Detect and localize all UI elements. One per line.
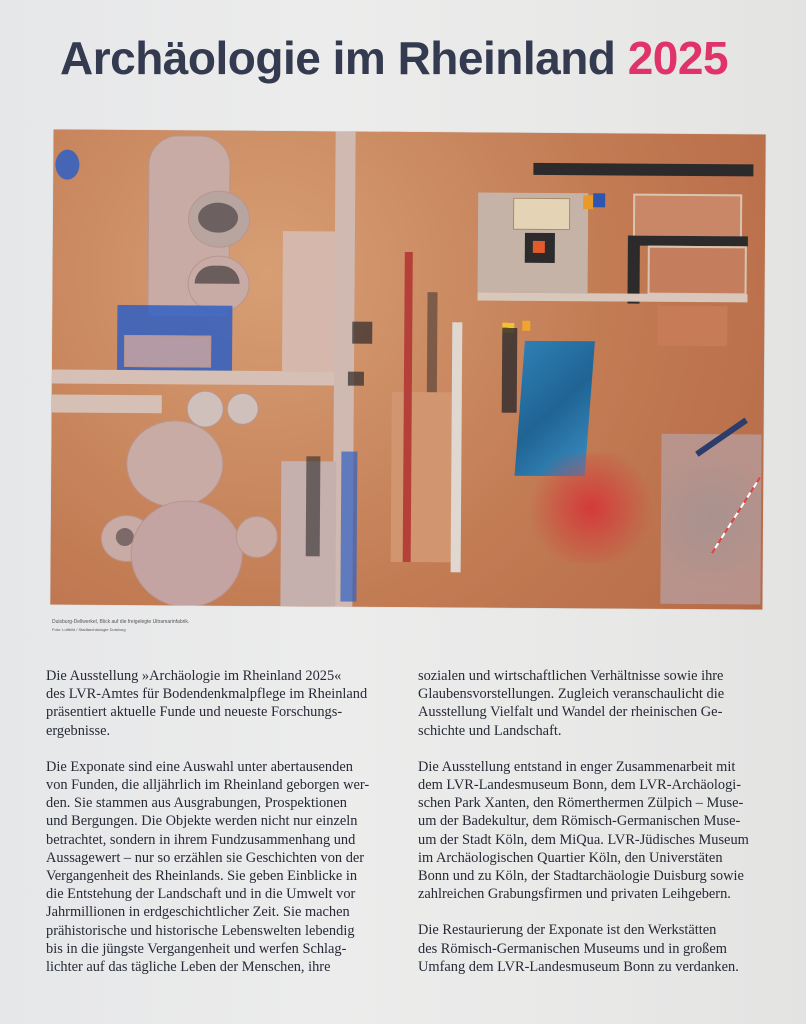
text-line: schen Park Xanten, den Römerthermen Zülpich – Muse- [418, 795, 744, 812]
text-line: Die Restaurierung der Exponate ist den Werkstätten [418, 922, 717, 939]
text-line: im Archäologischen Quartier Köln, den Universtäten [418, 849, 723, 866]
title-year: 2025 [627, 32, 729, 84]
intro-paragraph [46, 667, 406, 740]
text-line: präsentiert aktuelle Funde und neueste Forschungs- [46, 704, 343, 721]
exhibits-paragraph [46, 758, 406, 976]
text-line: betrachtet, sondern in ihrem Fundzusammenhang und [46, 831, 356, 848]
partners-paragraph [418, 758, 778, 904]
text-line: Bonn und zu Köln, der Stadtarchäologie Duisburg sowie [418, 868, 744, 885]
text-line: die Entstehung der Landschaft und in die Umwelt vor [46, 886, 356, 903]
text-line: prähistorische und historische Lebenswelten lebendig [46, 922, 355, 939]
text-line: um der Badekultur, dem Römisch-Germanischen Muse- [418, 813, 741, 830]
text-line: des LVR-Amtes für Bodendenkmalpflege im Rheinland [46, 686, 368, 703]
text-line: Ausstellung Vielfalt und Wandel der rheinischen Ge- [418, 704, 723, 721]
photo-caption [52, 619, 189, 633]
text-line: und Bergungen. Die Objekte werden nicht nur einzeln [46, 813, 358, 830]
text-line: Aussagewert – nur so erzählen sie Geschichten von der [46, 849, 365, 866]
continuation-paragraph [418, 667, 778, 740]
text-line: schichte und Landschaft. [418, 722, 562, 739]
text-line: dem LVR-Landesmuseum Bonn, dem LVR-Archäologi- [418, 777, 742, 794]
text-line: sozialen und wirtschaftlichen Verhältnisse sowie ihre [418, 668, 724, 684]
text-line: Die Ausstellung »Archäologie im Rheinland 2025« [46, 668, 342, 684]
poster-title [60, 26, 780, 90]
caption-line-1: Duisburg-Dellwerkel, Blick auf die freigelegte Ultramarinfabrik. [52, 619, 190, 625]
text-line: bis in die jüngste Vergangenheit und werfen Schlag- [46, 940, 347, 957]
text-line: Jahrmillionen in erdgeschichtlicher Zeit. Sie machen [46, 904, 350, 921]
text-column-left [46, 667, 406, 994]
caption-line-2: Foto: Luftbild / Stadtarchäologie Duisburg [52, 627, 126, 632]
text-line: lichter auf das tägliche Leben der Menschen, ihre [46, 959, 331, 976]
excavation-aerial-photo [50, 130, 765, 610]
text-line: den. Sie stammen aus Ausgrabungen, Prospektionen [46, 795, 347, 812]
text-line: Die Ausstellung entstand in enger Zusammenarbeit mit [418, 758, 736, 775]
text-line: Glaubensvorstellungen. Zugleich veranschaulicht die [418, 686, 725, 703]
text-column-right [418, 667, 778, 994]
text-line: Die Exponate sind eine Auswahl unter abertausenden [46, 758, 353, 775]
title-main: Archäologie im Rheinland [60, 32, 616, 84]
text-line: ergebnisse. [46, 722, 111, 739]
restoration-paragraph [418, 921, 778, 976]
text-line: Umfang dem LVR-Landesmuseum Bonn zu verdanken. [418, 958, 739, 975]
text-line: zahlreichen Grabungsfirmen und privaten Leihgebern. [418, 886, 731, 903]
text-line: des Römisch-Germanischen Museums und in großem [418, 940, 727, 957]
text-line: Vergangenheit des Rheinlands. Sie geben Einblicke in [46, 868, 358, 885]
text-line: um der Stadt Köln, dem MiQua. LVR-Jüdisches Museum [418, 831, 749, 848]
text-line: von Funden, die alljährlich im Rheinland geborgen wer- [46, 777, 370, 794]
